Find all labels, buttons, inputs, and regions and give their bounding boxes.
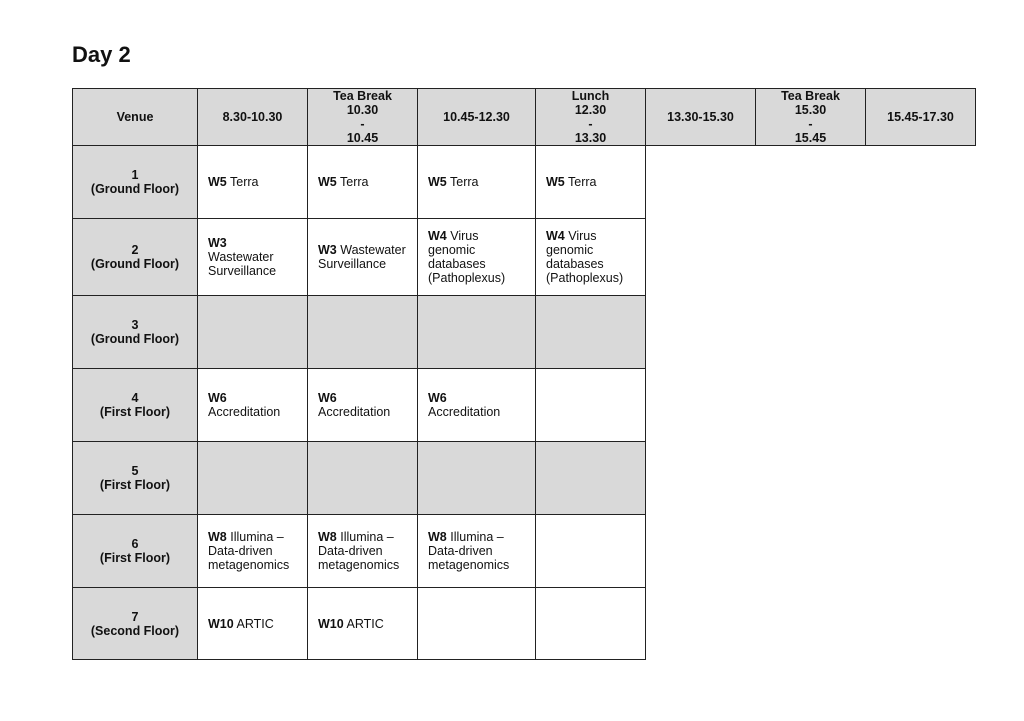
venue-row: [73, 588, 976, 660]
page-title: Day 2: [72, 42, 131, 67]
venue-floor: (Ground Floor): [90, 332, 180, 346]
session-title: Illumina – Data-driven metagenomics: [208, 530, 290, 572]
empty-cell: [308, 442, 418, 515]
venue-row: [73, 219, 976, 296]
header-slot-4: 15.45-17.30: [866, 89, 976, 146]
break-name: Tea Break: [781, 89, 840, 103]
empty-cell: [536, 369, 646, 442]
session-cell: [198, 146, 308, 219]
session-code: W6: [208, 391, 227, 405]
session-code: W5: [546, 175, 565, 189]
venue-row: [73, 296, 976, 369]
empty-cell: [418, 588, 536, 660]
venue-row: [73, 146, 976, 219]
header-venue: Venue: [73, 89, 198, 146]
session-cell: [418, 219, 536, 296]
venue-cell: [73, 588, 198, 660]
header-slot-1: 8.30-10.30: [198, 89, 308, 146]
venue-floor: (First Floor): [99, 551, 171, 565]
venue-number: 4: [131, 391, 139, 405]
venue-floor: (Ground Floor): [90, 182, 180, 196]
break-separator: -: [808, 117, 813, 131]
venue-floor: (First Floor): [99, 478, 171, 492]
lunch-break: [536, 89, 646, 146]
venue-number: 7: [131, 609, 139, 624]
empty-cell: [536, 296, 646, 369]
venue-number: 2: [131, 243, 139, 257]
session-code: W5: [428, 175, 447, 189]
session-title: Virus genomic databases (Pathoplexus): [428, 229, 506, 285]
session-cell: [308, 369, 418, 442]
session-title: Terra: [450, 175, 479, 189]
venue-cell: [73, 369, 198, 442]
venue-cell: [73, 442, 198, 515]
session-title: Terra: [340, 175, 369, 189]
session-code: W10: [318, 616, 344, 631]
session-cell: [418, 515, 536, 588]
session-title: ARTIC: [236, 616, 274, 631]
empty-cell: [198, 296, 308, 369]
empty-cell: [418, 442, 536, 515]
session-title: Illumina – Data-driven metagenomics: [318, 530, 400, 572]
session-code: W6: [318, 391, 337, 405]
session-cell: [308, 515, 418, 588]
venue-floor: (First Floor): [99, 405, 171, 419]
session-title: Wastewater Surveillance: [318, 243, 406, 271]
session-title: Terra: [230, 175, 259, 189]
tea-break-2: [756, 89, 866, 146]
session-cell: [418, 369, 536, 442]
header-row: [73, 89, 976, 146]
session-cell: [308, 588, 418, 660]
venue-number: 3: [131, 318, 139, 332]
session-cell: [198, 515, 308, 588]
session-cell: [198, 369, 308, 442]
break-end: 15.45: [794, 131, 827, 145]
session-cell: [198, 588, 308, 660]
venue-cell: [73, 296, 198, 369]
session-title: Accreditation: [208, 405, 281, 419]
session-code: W8: [208, 530, 227, 544]
empty-cell: [308, 296, 418, 369]
venue-row: [73, 369, 976, 442]
session-title: Accreditation: [318, 405, 391, 419]
session-code: W3: [208, 236, 227, 250]
break-start: 12.30: [574, 103, 607, 117]
empty-cell: [536, 588, 646, 660]
session-code: W4: [428, 229, 447, 243]
session-code: W8: [318, 530, 337, 544]
break-separator: -: [360, 117, 365, 131]
empty-cell: [418, 296, 536, 369]
session-code: W4: [546, 229, 565, 243]
break-name: Lunch: [571, 89, 610, 103]
venue-row: [73, 442, 976, 515]
break-name: Tea Break: [333, 89, 392, 103]
empty-cell: [536, 442, 646, 515]
header-slot-2: 10.45-12.30: [418, 89, 536, 146]
session-code: W3: [318, 243, 337, 257]
session-code: W10: [208, 616, 234, 631]
schedule-table: [72, 88, 976, 660]
session-cell: [536, 219, 646, 296]
session-title: Virus genomic databases (Pathoplexus): [546, 229, 624, 285]
venue-cell: [73, 146, 198, 219]
break-end: 10.45: [346, 131, 379, 145]
session-code: W5: [208, 175, 227, 189]
break-end: 13.30: [574, 131, 607, 145]
venue-floor: (Second Floor): [90, 623, 180, 638]
session-title: Terra: [568, 175, 597, 189]
venue-number: 6: [131, 537, 139, 551]
header-slot-3: 13.30-15.30: [646, 89, 756, 146]
tea-break-1: [308, 89, 418, 146]
session-code: W5: [318, 175, 337, 189]
break-start: 10.30: [346, 103, 379, 117]
session-code: W8: [428, 530, 447, 544]
session-title: ARTIC: [346, 616, 384, 631]
session-cell: [198, 219, 308, 296]
session-title: Illumina – Data-driven metagenomics: [428, 530, 510, 572]
session-title: Accreditation: [428, 405, 501, 419]
venue-floor: (Ground Floor): [90, 257, 180, 271]
venue-number: 5: [131, 464, 139, 478]
session-code: W6: [428, 391, 447, 405]
venue-row: [73, 515, 976, 588]
session-cell: [308, 219, 418, 296]
venue-cell: [73, 515, 198, 588]
venue-cell: [73, 219, 198, 296]
break-start: 15.30: [794, 103, 827, 117]
session-cell: [308, 146, 418, 219]
break-separator: -: [588, 117, 593, 131]
session-title: Wastewater Surveillance: [208, 250, 277, 278]
session-cell: [418, 146, 536, 219]
venue-number: 1: [131, 168, 139, 182]
empty-cell: [198, 442, 308, 515]
session-cell: [536, 146, 646, 219]
empty-cell: [536, 515, 646, 588]
